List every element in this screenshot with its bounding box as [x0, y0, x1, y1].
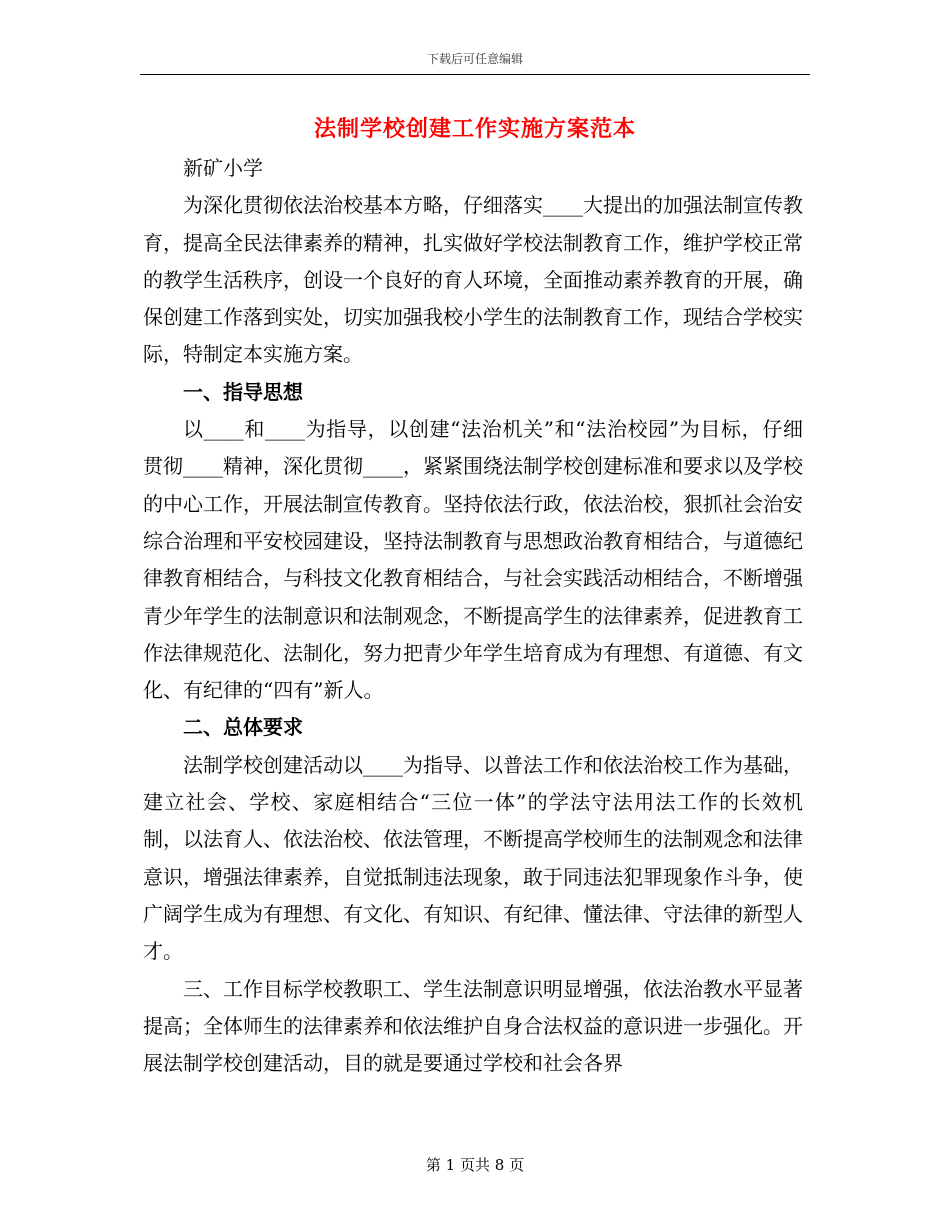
section-heading-overall-requirements: 二、总体要求	[183, 715, 303, 740]
page-number: 第 1 页共 8 页	[425, 1156, 525, 1174]
section-paragraph-work-goals: 三、工作目标学校教职工、学生法制意识明显增强，依法治教水平显著提高；全体师生的法律素养和依法维护自身合法权益的意识进一步强化。开展法制学校创建活动，目的就是要通过学校和社会各界	[143, 976, 803, 1076]
section-heading-guiding-ideology: 一、指导思想	[183, 379, 303, 404]
document-title: 法制学校创建工作实施方案范本	[313, 116, 636, 142]
section-paragraph-guiding-ideology: 以____和____为指导，以创建“法治机关”和“法治校园”为目标，仔细贯彻____精神，深化贯彻____，紧紧围绕法制学校创建标准和要求以及学校的中心工作，开展法制宣传教育。坚持依法行政，依法治校，狠抓社会治安综合治理和平安校园建设，坚持法制教育与思想政治教育相结合，与道德纪律教育相结合，与科技文化教育相结合，与社会实践活动相结合，不断增强青少年学生的法制意识和法制观念，不断提高学生的法律素养，促进教育工作法律规范化、法制化，努力把青少年学生培育成为有理想、有道德、有文化、有纪律的“四有”新人。	[143, 417, 803, 703]
school-name: 新矿小学	[183, 156, 263, 180]
intro-paragraph: 为深化贯彻依法治校基本方略，仔细落实____大提出的加强法制宣传教育，提高全民法律素养的精神，扎实做好学校法制教育工作，维护学校正常的教学生活秩序，创设一个良好的育人环境，全面推动素养教育的开展，确保创建工作落到实处，切实加强我校小学生的法制教育工作，现结合学校实际，特制定本实施方案。	[143, 193, 803, 367]
section-paragraph-overall-requirements: 法制学校创建活动以____为指导、以普法工作和依法治校工作为基础，建立社会、学校、家庭相结合“三位一体”的学法守法用法工作的长效机制，以法育人、依法治校、依法管理，不断提高学校师生的法制观念和法律意识，增强法律素养，自觉抵制违法现象，敢于同违法犯罪现象作斗争，使广阔学生成为有理想、有文化、有知识、有纪律、懂法律、守法律的新型人才。	[143, 752, 803, 964]
header-note: 下载后可任意编辑	[426, 52, 523, 66]
header-divider	[140, 74, 810, 75]
document-body	[143, 150, 803, 1082]
